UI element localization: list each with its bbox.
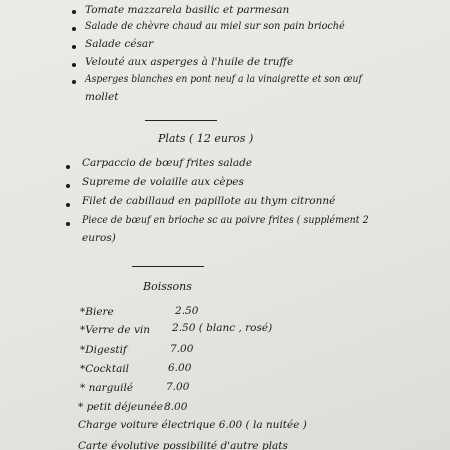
bullet — [66, 222, 70, 226]
boissons-heading: Boissons — [143, 280, 192, 293]
drink-name: *Digestif — [80, 344, 127, 356]
entree-item: Salade césar — [85, 38, 154, 50]
plat-item: Carpaccio de bœuf frites salade — [82, 157, 253, 169]
drink-name: *Verre de vin — [80, 324, 150, 336]
bullet — [66, 203, 70, 207]
plats-heading: Plats ( 12 euros ) — [158, 132, 254, 145]
drink-price: 7.00 — [166, 381, 190, 393]
drink-price: 6.00 — [168, 362, 192, 374]
entree-item: Tomate mazzarela basilic et parmesan — [85, 4, 290, 16]
bullet — [72, 45, 76, 49]
drink-price: 8.00 — [164, 401, 188, 413]
plat-item: Supreme de volaille aux cèpes — [82, 176, 244, 188]
drink-price: 2.50 ( blanc , rosé) — [172, 322, 273, 334]
drink-name: * narguilé — [80, 382, 134, 394]
entree-item: Salade de chèvre chaud au miel sur son pain brioché — [85, 20, 345, 32]
drink-price: 7.00 — [170, 343, 194, 355]
ev-charge-line: Charge voiture électrique 6.00 ( la nuitée ) — [78, 419, 307, 431]
footer-note-partial: Carte évolutive possibilité d'autre plats — [78, 440, 288, 450]
bullet — [72, 63, 76, 67]
entree-item: Velouté aux asperges à l'huile de truffe — [85, 56, 294, 68]
drink-name: *Biere — [80, 306, 114, 318]
plat-item: Piece de bœuf en brioche sc au poivre frites ( supplément 2 — [82, 214, 369, 226]
drink-price: 2.50 — [175, 305, 199, 317]
plat-item: Filet de cabillaud en papillote au thym citronné — [82, 195, 336, 207]
bullet — [72, 27, 76, 31]
drink-name: *Cocktail — [80, 363, 130, 375]
drink-name: * petit déjeunée — [78, 401, 164, 413]
plat-item-continued: euros) — [82, 232, 116, 244]
bullet — [72, 10, 76, 14]
bullet — [66, 184, 70, 188]
entree-item: Asperges blanches en pont neuf a la vinaigrette et son œuf — [85, 73, 362, 85]
divider — [145, 120, 217, 121]
bullet — [66, 165, 70, 169]
divider — [132, 266, 204, 267]
entree-item-continued: mollet — [85, 91, 119, 103]
bullet — [72, 80, 76, 84]
